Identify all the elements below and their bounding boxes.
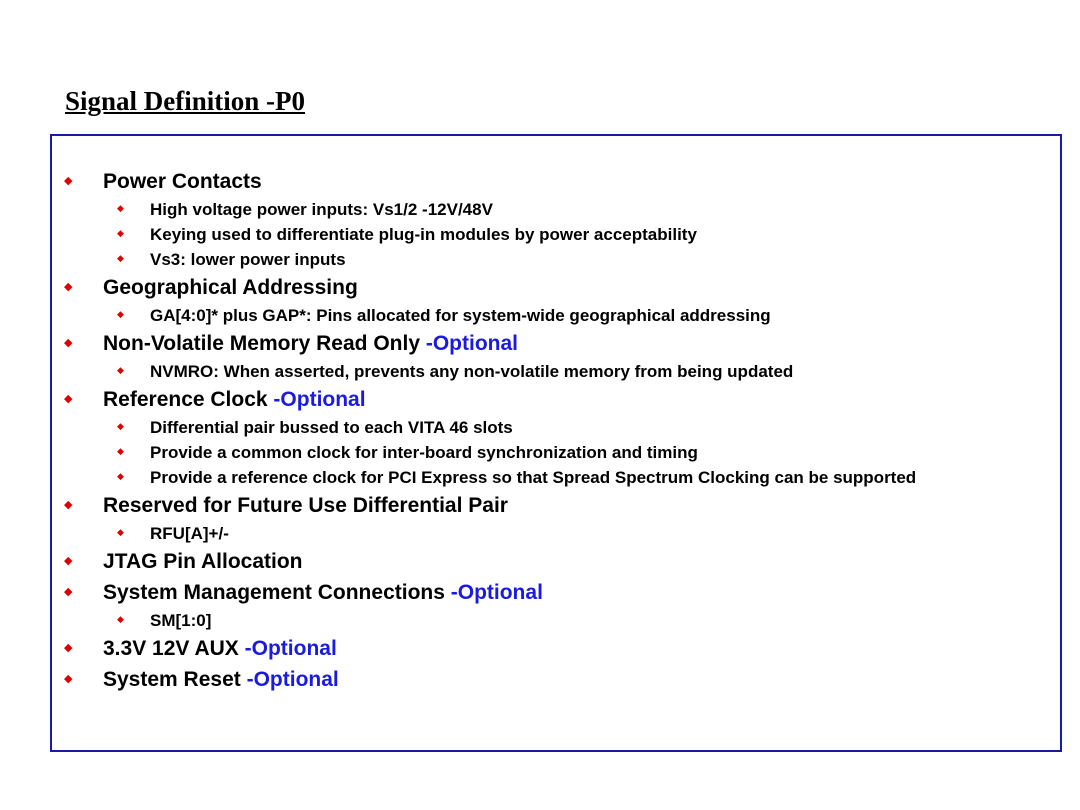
list-item-label: Reserved for Future Use Differential Pair	[103, 494, 508, 517]
list-item	[52, 384, 916, 415]
sub-list-item	[52, 440, 916, 465]
diamond-bullet-icon: ◆	[64, 555, 73, 567]
sub-list-item-label: GA[4:0]* plus GAP*: Pins allocated for system-wide geographical addressing	[150, 306, 771, 325]
sub-list-item-label: Provide a common clock for inter-board synchronization and timing	[150, 443, 698, 462]
diamond-bullet-icon: ◆	[117, 614, 124, 624]
list-item-label: Reference Clock	[103, 388, 268, 411]
sub-list-item	[52, 415, 916, 440]
sub-list-item-label: Keying used to differentiate plug-in modules by power acceptability	[150, 225, 697, 244]
sub-list-item-label: RFU[A]+/-	[150, 524, 229, 543]
diamond-bullet-icon: ◆	[64, 499, 73, 511]
sub-list-item	[52, 359, 916, 384]
list-item	[52, 490, 916, 521]
diamond-bullet-icon: ◆	[117, 446, 124, 456]
diamond-bullet-icon: ◆	[64, 673, 73, 685]
diamond-bullet-icon: ◆	[64, 393, 73, 405]
diamond-bullet-icon: ◆	[117, 471, 124, 481]
sub-list-item	[52, 521, 916, 546]
list-item-label: System Management Connections	[103, 581, 445, 604]
optional-tag: -Optional	[273, 388, 366, 411]
list-item	[52, 166, 916, 197]
page-title: Signal Definition -P0	[65, 86, 306, 116]
list-item	[52, 633, 916, 664]
sub-list-item	[52, 608, 916, 633]
diamond-bullet-icon: ◆	[117, 203, 124, 213]
diamond-bullet-icon: ◆	[117, 421, 124, 431]
diamond-bullet-icon: ◆	[117, 309, 124, 319]
sub-list-item	[52, 465, 916, 490]
sub-list-item-label: Differential pair bussed to each VITA 46 slots	[150, 418, 513, 437]
sub-list-item-label: Provide a reference clock for PCI Express so that Spread Spectrum Clocking can be supported	[150, 468, 917, 487]
sub-list-item-label: Vs3: lower power inputs	[150, 250, 346, 269]
diamond-bullet-icon: ◆	[64, 337, 73, 349]
content-box	[50, 134, 1062, 752]
diamond-bullet-icon: ◆	[64, 175, 73, 187]
list-item-label: Power Contacts	[103, 170, 262, 193]
sub-list-item-label: High voltage power inputs: Vs1/2 -12V/48V	[150, 200, 493, 219]
list-item-label: Non-Volatile Memory Read Only	[103, 332, 420, 355]
diamond-bullet-icon: ◆	[64, 586, 73, 598]
sub-list-item	[52, 222, 916, 247]
diamond-bullet-icon: ◆	[64, 281, 73, 293]
diamond-bullet-icon: ◆	[117, 228, 124, 238]
bullet-list	[52, 166, 916, 695]
optional-tag: -Optional	[246, 668, 339, 691]
sub-list-item	[52, 303, 916, 328]
diamond-bullet-icon: ◆	[117, 527, 124, 537]
list-item-label: JTAG Pin Allocation	[103, 550, 303, 573]
optional-tag: -Optional	[244, 637, 337, 660]
list-item	[52, 577, 916, 608]
list-item	[52, 272, 916, 303]
list-item-label: 3.3V 12V AUX	[103, 637, 239, 660]
diamond-bullet-icon: ◆	[117, 365, 124, 375]
diamond-bullet-icon: ◆	[117, 253, 124, 263]
list-item-label: System Reset	[103, 668, 241, 691]
sub-list-item	[52, 247, 916, 272]
list-item	[52, 664, 916, 695]
optional-tag: -Optional	[425, 332, 518, 355]
optional-tag: -Optional	[450, 581, 543, 604]
diamond-bullet-icon: ◆	[64, 642, 73, 654]
list-item	[52, 546, 916, 577]
sub-list-item	[52, 197, 916, 222]
sub-list-item-label: NVMRO: When asserted, prevents any non-volatile memory from being updated	[150, 362, 794, 381]
list-item	[52, 328, 916, 359]
sub-list-item-label: SM[1:0]	[150, 611, 212, 630]
list-item-label: Geographical Addressing	[103, 276, 358, 299]
